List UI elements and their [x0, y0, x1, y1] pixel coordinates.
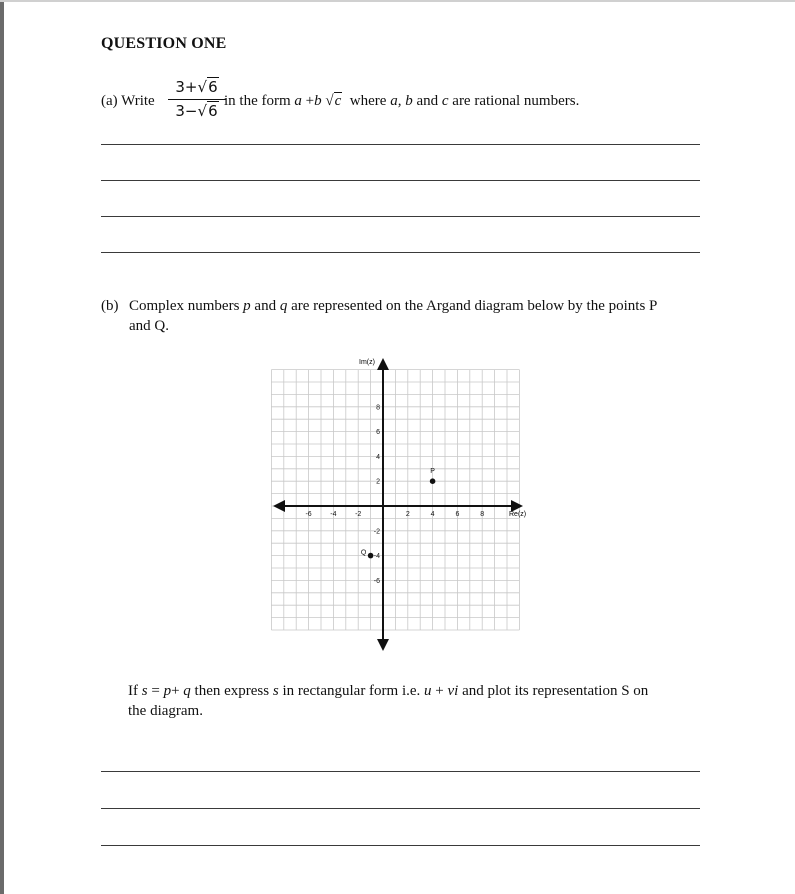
point-p — [430, 478, 436, 484]
question-heading: QUESTION ONE — [101, 35, 227, 52]
argand-diagram — [265, 352, 535, 657]
x-tick-label: -6 — [305, 511, 312, 518]
point-label-q: Q — [360, 549, 367, 557]
y-tick-label: 8 — [376, 404, 380, 412]
point-label-p: P — [430, 468, 435, 476]
answer-line — [101, 180, 700, 181]
data-points — [360, 468, 436, 561]
fraction-bar — [168, 99, 226, 100]
part-a-instruction: in the form a +b √c where a, b and c are rational numbers. — [224, 93, 580, 109]
part-a-label: (a) Write — [101, 93, 155, 109]
x-tick-label: 2 — [405, 511, 410, 518]
x-tick-label: 6 — [455, 511, 460, 518]
y-tick-label: -4 — [373, 553, 380, 561]
x-axis-label: Re(z) — [509, 511, 527, 518]
answer-line — [101, 845, 700, 846]
x-tick-label: 8 — [480, 511, 485, 518]
x-axis-arrow-left — [273, 500, 285, 512]
answer-line — [101, 808, 700, 809]
x-tick-label: -2 — [355, 511, 362, 518]
point-q — [368, 553, 374, 559]
y-axis-arrow-up — [377, 358, 389, 370]
y-axis-arrow-down — [377, 639, 389, 651]
answer-line — [101, 252, 700, 253]
followup-question: If s = p+ q then express s in rectangular form i.e. u + vi and plot its representation S on the diagram. — [128, 683, 649, 719]
fraction — [168, 78, 226, 120]
y-tick-label: -6 — [373, 577, 380, 585]
part-a — [101, 78, 701, 128]
y-axis-label: Im(z) — [359, 359, 375, 366]
fraction-numerator: 3+√6 — [175, 78, 218, 96]
y-tick-label: 6 — [376, 429, 380, 437]
x-tick-label: 4 — [430, 511, 435, 518]
part-b-label: (b) — [101, 298, 119, 314]
x-tick-label: -4 — [330, 511, 337, 518]
y-tick-label: 4 — [376, 453, 380, 461]
part-b-text: Complex numbers p and q are represented on the Argand diagram below by the points P and Q. — [129, 298, 658, 334]
answer-line — [101, 771, 700, 772]
answer-line — [101, 144, 700, 145]
axes — [273, 358, 523, 651]
answer-line — [101, 216, 700, 217]
y-tick-label: -2 — [373, 528, 380, 536]
page-top-border — [0, 0, 795, 2]
y-tick-label: 2 — [376, 478, 380, 486]
grid — [271, 370, 519, 630]
page-left-border — [0, 0, 4, 894]
fraction-denominator: 3−√6 — [175, 102, 218, 120]
